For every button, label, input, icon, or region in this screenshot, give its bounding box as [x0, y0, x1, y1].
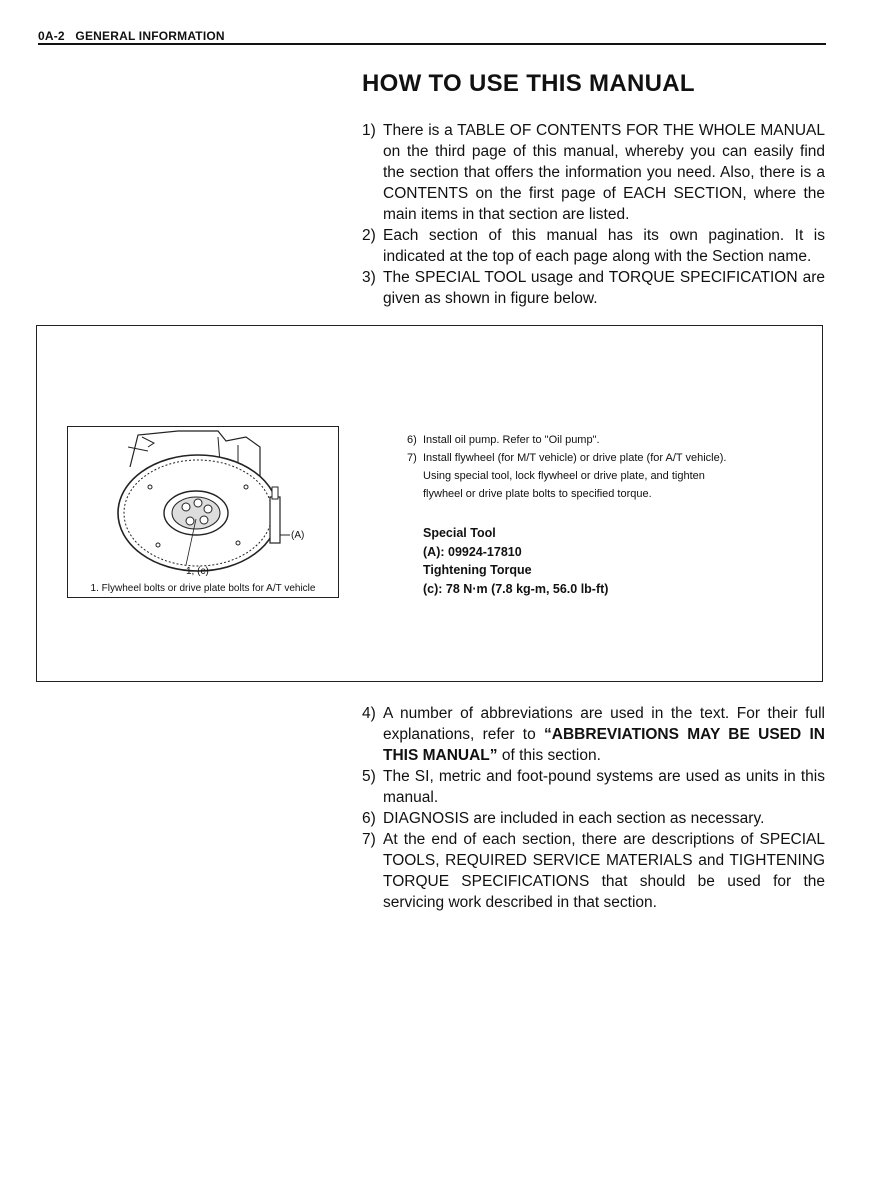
page-title: HOW TO USE THIS MANUAL: [362, 70, 695, 97]
step-3: [362, 267, 825, 309]
step-text: The SI, metric and foot-pound systems are used as units in this manual.: [383, 768, 825, 806]
step-7: [362, 829, 825, 913]
step-text: DIAGNOSIS are included in each section as necessary.: [383, 810, 765, 827]
section-code: 0A-2: [38, 29, 65, 43]
step-number: 7): [407, 452, 417, 464]
step-number: 7): [362, 831, 376, 848]
step-text: Install flywheel (for M/T vehicle) or drive plate (for A/T vehicle).: [423, 452, 727, 464]
special-tool-value: (A): 09924-17810: [423, 544, 522, 559]
step-6: [362, 808, 825, 829]
step-2: [362, 225, 825, 267]
step-1: [362, 120, 825, 225]
spec-block: [423, 524, 723, 598]
step-4: [362, 703, 825, 766]
step-text: Install oil pump. Refer to "Oil pump".: [423, 434, 600, 446]
bolt-callout-label: 1, (c): [186, 566, 209, 577]
step-number: 3): [362, 269, 376, 286]
section-name: GENERAL INFORMATION: [75, 29, 225, 43]
example-substep-line: flywheel or drive plate bolts to specified torque.: [423, 488, 652, 500]
step-text: At the end of each section, there are descriptions of SPECIAL TOOLS, REQUIRED SERVICE MATERIALS and TIGHTENING TORQUE SPECIFICATIONS that should be used for the servicing work described in that section.: [383, 831, 825, 911]
special-tool-heading: Special Tool: [423, 526, 496, 540]
step-number: 1): [362, 122, 376, 139]
page-header: [38, 29, 824, 43]
step-number: 2): [362, 227, 376, 244]
example-step-7: [407, 449, 807, 467]
steps-top: [362, 120, 825, 309]
step-text: The SPECIAL TOOL usage and TORQUE SPECIFICATION are given as shown in figure below.: [383, 269, 825, 307]
steps-bottom: [362, 703, 825, 913]
step-text: Each section of this manual has its own pagination. It is indicated at the top of each page along with the Section name.: [383, 227, 825, 265]
example-step-6: [407, 431, 807, 449]
step-number: 6): [362, 810, 376, 827]
step-5: [362, 766, 825, 808]
example-steps: [407, 431, 807, 503]
torque-value: (c): 78 N·m (7.8 kg-m, 56.0 lb-ft): [423, 581, 609, 596]
step-number: 5): [362, 768, 376, 785]
tool-callout-label: (A): [291, 530, 305, 541]
step-text: A number of abbreviations are used in the text. For their full explanations, refer to “ABBREVIATIONS MAY BE USED IN THIS MANUAL” of this section.: [383, 705, 825, 764]
example-box: [36, 325, 823, 682]
figure-caption: 1. Flywheel bolts or drive plate bolts for A/T vehicle: [90, 583, 316, 594]
example-substep-line: Using special tool, lock flywheel or drive plate, and tighten: [423, 470, 705, 482]
cross-reference: “ABBREVIATIONS MAY BE USED IN THIS MANUAL”: [383, 726, 825, 764]
flywheel-figure: [67, 426, 339, 598]
header-rule: [38, 43, 826, 45]
step-number: 4): [362, 705, 376, 722]
step-number: 6): [407, 434, 417, 446]
torque-heading: Tightening Torque: [423, 563, 532, 577]
step-text: There is a TABLE OF CONTENTS FOR THE WHOLE MANUAL on the third page of this manual, whereby you can easily find the section that offers the information you need. Also, there is a CONTENTS on the first page of EACH SECTION, where the main items in that section are listed.: [383, 122, 825, 223]
